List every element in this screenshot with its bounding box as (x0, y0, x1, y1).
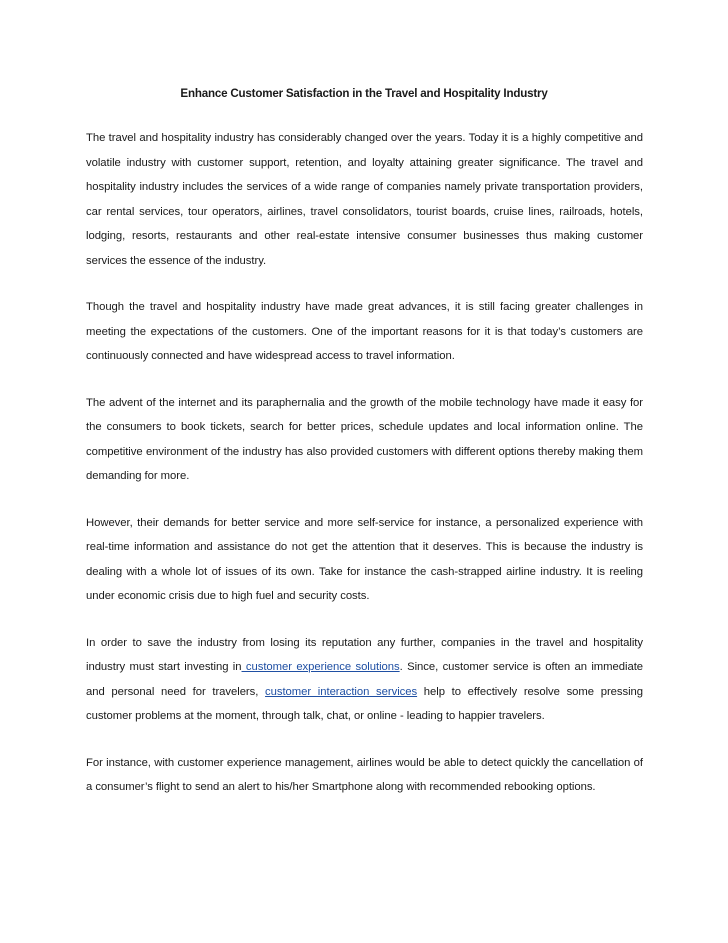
document-title: Enhance Customer Satisfaction in the Travel and Hospitality Industry (180, 87, 548, 100)
paragraph-5 (86, 631, 643, 729)
document-body (86, 126, 643, 822)
customer-interaction-services-link[interactable]: customer interaction services (265, 685, 418, 698)
customer-experience-solutions-link[interactable]: customer experience solutions (241, 661, 400, 673)
paragraph-5-text-2: . Since, customer service is often an immediate and personal need for travelers, (86, 661, 644, 698)
paragraph-3: The advent of the internet and its paraphernalia and the growth of the mobile technology have made it easy for the consumers to book tickets, search for better prices, schedule updates and local information online. The competitive environment of the industry has also provided customers with different options thereby making them demanding for more. (86, 396, 643, 482)
paragraph-2: Though the travel and hospitality industry have made great advances, it is still facing greater challenges in meeting the expectations of the customers. One of the important reasons for it is that today’s customers are continuously connected and have widespread access to travel information. (86, 301, 643, 362)
paragraph-5-text-1: In order to save the industry from losing its reputation any further, companies in the travel and hospitality industry must start investing in (86, 636, 643, 673)
paragraph-4: However, their demands for better service and more self-service for instance, a personalized experience with real-time information and assistance do not get the attention that it deserves. This is because the industry is dealing with a whole lot of issues of its own. Take for instance the cash-strapped airline industry. It is reeling under economic crisis due to high fuel and security costs. (86, 516, 643, 602)
paragraph-5-text-3: help to effectively resolve some pressing customer problems at the moment, through talk, chat, or online - leading to happier travelers. (86, 685, 644, 722)
paragraph-1: The travel and hospitality industry has considerably changed over the years. Today it is a highly competitive and volatile industry with customer support, retention, and loyalty attaining greater significance. The travel and hospitality industry includes the services of a wide range of companies namely private transportation providers, car rental services, tour operators, airlines, travel consolidators, tourist boards, cruise lines, railroads, hotels, lodging, resorts, restaurants and other real-estate intensive consumer businesses thus making customer services the essence of the industry. (86, 132, 643, 267)
paragraph-6: For instance, with customer experience management, airlines would be able to detect quickly the cancellation of a consumer’s flight to send an alert to his/her Smartphone along with recommended rebooking options. (86, 756, 643, 793)
